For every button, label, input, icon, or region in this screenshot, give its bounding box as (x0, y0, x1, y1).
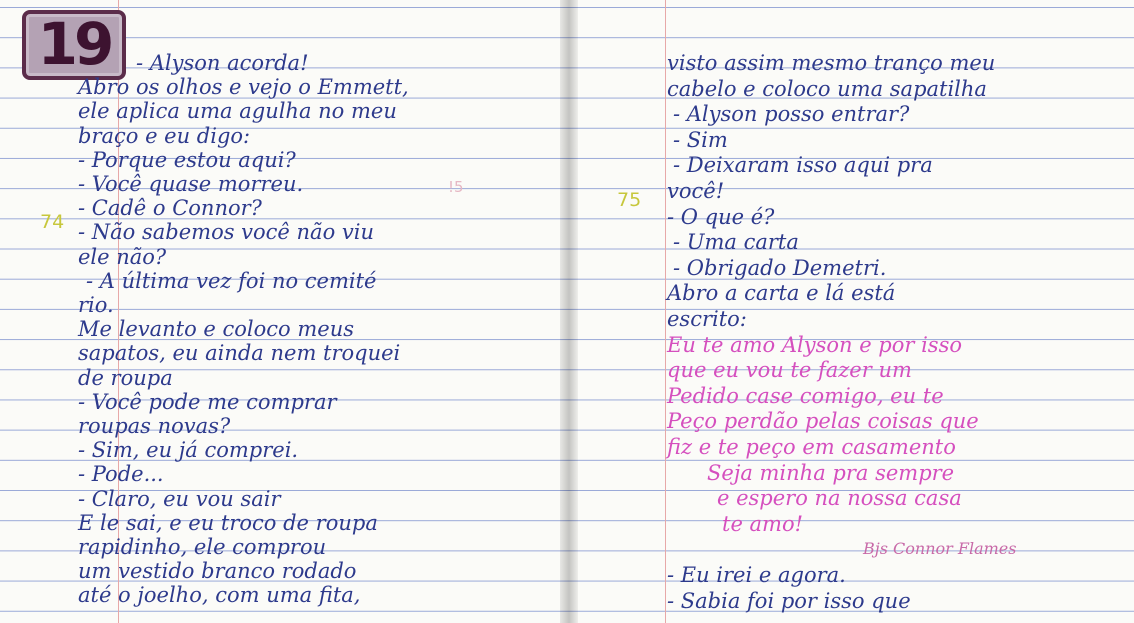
text-line: até o joelho, com uma fita, (78, 583, 361, 608)
notebook-spine (560, 0, 578, 623)
text-line: - A última vez foi no cemité (86, 268, 377, 293)
line-number-left: 74 (40, 211, 65, 233)
page-number: 19 (37, 10, 111, 78)
text-line: E le sai, e eu troco de roupa (78, 510, 378, 535)
text-line: rapidinho, ele comprou (78, 535, 327, 559)
text-line: - Porque estou aqui? (78, 147, 296, 172)
text-line: - Sim (673, 127, 728, 152)
text-line: Me levanto e coloco meus (78, 317, 355, 342)
letter-line: Seja minha pra sempre (707, 460, 955, 485)
letter-line: fiz e te peço em casamento (667, 435, 956, 459)
text-line: - Sabia foi por isso que (667, 588, 911, 613)
text-line: - Sim, eu já comprei. (78, 438, 299, 463)
right-page (567, 0, 1134, 623)
letter-line: Pedido case comigo, eu te (667, 383, 944, 408)
text-line: - Você quase morreu. (78, 172, 304, 196)
page-number-badge (22, 10, 126, 80)
letter-line: Eu te amo Alyson e por isso (667, 332, 963, 357)
text-line: - Você pode me comprar (78, 389, 337, 414)
line-number-right: 75 (617, 189, 642, 211)
text-line: Abro a carta e lá está (667, 281, 896, 306)
text-line: visto assim mesmo tranço meu (667, 51, 996, 75)
text-line: de roupa (78, 365, 173, 390)
text-line: rio. (78, 293, 114, 317)
text-line: - Deixaram isso aqui pra (673, 153, 933, 178)
text-line: Abro os olhos e vejo o Emmett, (78, 75, 409, 100)
text-line: você! (667, 179, 725, 203)
text-line: - Pode... (78, 462, 164, 487)
text-line: escrito: (667, 307, 747, 331)
letter-line: que eu vou te fazer um (667, 358, 912, 383)
text-line: - O que é? (667, 204, 775, 229)
letter-line: te amo! (722, 511, 804, 536)
text-line: roupas novas? (78, 414, 231, 438)
text-line: - Eu irei e agora. (667, 563, 846, 587)
text-line: - Não sabemos você não viu (78, 220, 374, 245)
text-line: sapatos, eu ainda nem troquei (78, 341, 401, 366)
text-line: ele não? (78, 244, 167, 269)
text-line: um vestido branco rodado (78, 559, 357, 584)
margin-rule (665, 0, 666, 623)
text-line: - Cadê o Connor? (78, 196, 262, 221)
text-line: - Uma carta (673, 230, 799, 255)
text-line: braço e eu digo: (78, 123, 251, 148)
text-line: cabelo e coloco uma sapatilha (667, 76, 987, 101)
letter-signature: Bjs Connor Flames (863, 539, 1017, 559)
letter-line: e espero na nossa casa (717, 486, 962, 511)
text-line: ele aplica uma agulha no meu (78, 99, 397, 124)
text-line: - Obrigado Demetri. (673, 255, 887, 280)
text-line: - Alyson acorda! (136, 51, 309, 75)
text-line: - Claro, eu vou sair (78, 486, 281, 511)
text-line: - Alyson posso entrar? (673, 102, 910, 127)
doodle-mark: !5 (448, 178, 464, 196)
letter-line: Peço perdão pelas coisas que (667, 409, 979, 434)
